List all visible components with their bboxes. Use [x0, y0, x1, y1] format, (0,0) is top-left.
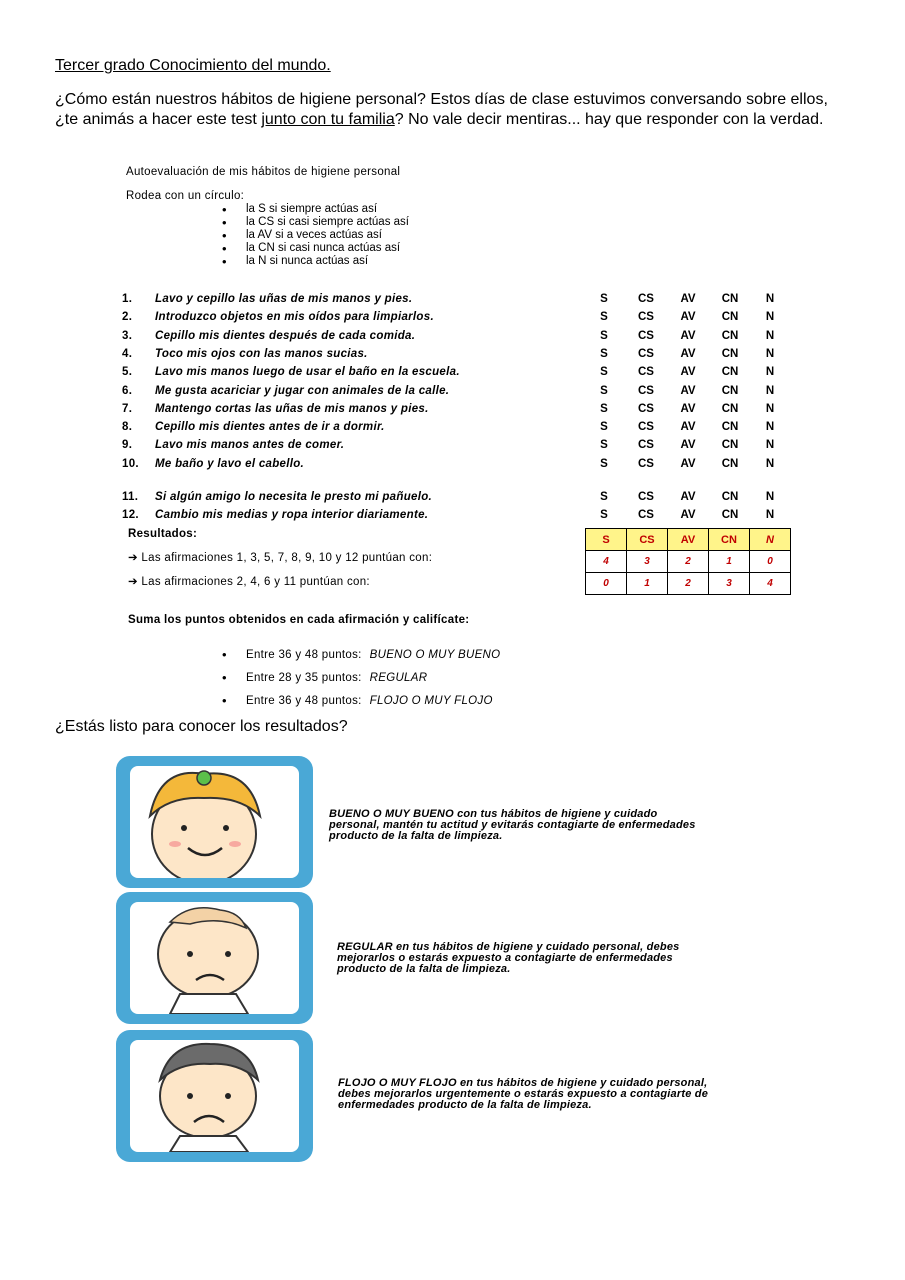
- result-regular-text: REGULAR en tus hábitos de higiene y cuidado personal, debes mejorarlos o estarás expuesto a contagiarte de enfermedades producto de la falta de limpieza.: [337, 941, 680, 975]
- answer-option[interactable]: S: [600, 329, 608, 342]
- answer-option[interactable]: S: [600, 421, 608, 434]
- item-text: Introduzco objetos en mis oídos para limpiarlos.: [155, 311, 434, 324]
- item-text: Lavo mis manos antes de comer.: [155, 439, 345, 452]
- answer-option[interactable]: CN: [721, 421, 739, 434]
- answer-option[interactable]: CN: [721, 439, 739, 452]
- answer-option[interactable]: N: [765, 402, 775, 415]
- answer-option[interactable]: AV: [680, 347, 696, 360]
- answer-option[interactable]: AV: [680, 402, 696, 415]
- range-text: Entre 28 y 35 puntos:: [246, 672, 362, 684]
- answer-option[interactable]: S: [600, 293, 608, 305]
- answer-option[interactable]: S: [600, 457, 608, 470]
- score-cell: 3: [709, 573, 750, 595]
- range-verdict: BUENO O MUY BUENO: [369, 649, 501, 661]
- item-text: Cepillo mis dientes antes de ir a dormir.: [155, 421, 385, 434]
- answer-option[interactable]: S: [600, 366, 608, 379]
- answer-option[interactable]: CN: [721, 366, 739, 379]
- happy-girl-panel: [116, 756, 313, 888]
- answer-option[interactable]: AV: [680, 421, 696, 434]
- score-ranges: [222, 647, 500, 716]
- answer-option[interactable]: CN: [721, 384, 739, 397]
- answer-option[interactable]: CS: [638, 384, 654, 397]
- legend-list: [222, 203, 409, 268]
- item-number: 9.: [122, 439, 133, 452]
- results-question: ¿Estás listo para conocer los resultados?: [55, 718, 348, 735]
- range-item: [222, 693, 500, 716]
- answer-option[interactable]: CN: [721, 509, 739, 521]
- score-cell: 4: [586, 551, 627, 573]
- range-item: [222, 670, 500, 693]
- item-row: [122, 421, 385, 439]
- answer-option[interactable]: CS: [638, 509, 654, 521]
- score-cell: 2: [668, 573, 709, 595]
- answer-option[interactable]: CS: [638, 439, 654, 452]
- answer-option[interactable]: CN: [721, 293, 739, 305]
- item-number: 12.: [122, 509, 139, 521]
- answer-option[interactable]: CS: [638, 329, 654, 342]
- item-number: 3.: [122, 329, 133, 342]
- worksheet-heading: Autoevaluación de mis hábitos de higiene personal: [126, 166, 401, 178]
- answer-option[interactable]: AV: [680, 439, 696, 452]
- item-number: 5.: [122, 366, 133, 379]
- legend-item: • la CS si casi siempre actúas así: [222, 216, 409, 229]
- answer-option[interactable]: CS: [638, 347, 654, 360]
- result-weak-text: FLOJO O MUY FLOJO en tus hábitos de higiene y cuidado personal, debes mejorarlos urgentemente o estarás expuesto a contagiarte de enfermedades producto de la falta de limpieza.: [338, 1077, 709, 1111]
- answer-option[interactable]: CN: [721, 347, 739, 360]
- answer-option[interactable]: N: [765, 509, 775, 521]
- item-row: [122, 330, 415, 348]
- score-cell: 0: [750, 551, 791, 573]
- legend-item: • la CN si casi nunca actúas así: [222, 242, 409, 255]
- legend-item: • la AV si a veces actúas así: [222, 229, 409, 242]
- results-label: Resultados:: [128, 528, 198, 540]
- item-text: Lavo y cepillo las uñas de mis manos y pies.: [155, 293, 413, 305]
- item-text: Me baño y lavo el cabello.: [155, 457, 305, 470]
- sum-instruction: Suma los puntos obtenidos en cada afirmación y califícate:: [128, 614, 470, 626]
- item-row: [122, 385, 449, 403]
- range-text: Entre 36 y 48 puntos:: [246, 649, 362, 661]
- results-header-cell: CN: [709, 529, 750, 551]
- answer-option[interactable]: CS: [638, 311, 654, 324]
- range-text: Entre 36 y 48 puntos:: [246, 695, 362, 707]
- results-header-cell: AV: [668, 529, 709, 551]
- range-verdict: FLOJO O MUY FLOJO: [369, 695, 493, 707]
- results-table: [585, 528, 791, 595]
- item-row: [122, 311, 434, 329]
- results-row-label: ➔ Las afirmaciones 1, 3, 5, 7, 8, 9, 10 y 12 puntúan con:: [128, 552, 433, 564]
- answer-option[interactable]: CS: [638, 366, 654, 379]
- result-good-text: BUENO O MUY BUENO con tus hábitos de higiene y cuidado personal, mantén tu actitud y evitarás contagiarte de enfermedades producto de la falta de limpieza.: [329, 808, 696, 842]
- answer-option[interactable]: AV: [680, 384, 696, 397]
- worksheet-instruction: Rodea con un círculo:: [126, 190, 245, 202]
- range-verdict: REGULAR: [369, 672, 428, 684]
- answer-option[interactable]: CN: [721, 329, 739, 342]
- answer-option[interactable]: AV: [680, 366, 696, 379]
- item-row: [122, 491, 432, 509]
- intro-paragraph: [55, 90, 855, 130]
- answer-option[interactable]: S: [600, 509, 608, 521]
- answer-option[interactable]: CS: [638, 457, 654, 470]
- item-row: [122, 348, 368, 366]
- answer-option[interactable]: N: [765, 366, 775, 379]
- answer-option[interactable]: N: [765, 329, 775, 342]
- item-text: Si algún amigo lo necesita le presto mi pañuelo.: [155, 491, 433, 503]
- item-number: 10.: [122, 457, 139, 470]
- item-row: [122, 458, 304, 476]
- worried-boy-panel: [116, 892, 313, 1024]
- answer-option[interactable]: N: [765, 384, 775, 397]
- score-cell: 1: [627, 573, 668, 595]
- answer-option[interactable]: N: [765, 457, 775, 470]
- item-number: 2.: [122, 311, 133, 324]
- range-item: [222, 647, 500, 670]
- results-header-cell: S: [586, 529, 627, 551]
- item-number: 1.: [122, 293, 133, 305]
- answer-option[interactable]: S: [600, 347, 608, 360]
- score-cell: 3: [627, 551, 668, 573]
- intro-underlined: junto con tu familia: [261, 111, 395, 128]
- item-row: [122, 293, 412, 311]
- answer-option[interactable]: N: [765, 439, 775, 452]
- score-cell: 4: [750, 573, 791, 595]
- answer-option[interactable]: AV: [680, 457, 696, 470]
- answer-option[interactable]: S: [600, 402, 608, 415]
- intro-text-1: ¿Cómo están nuestros hábitos de higiene personal? Estos días de clase estuvimos conversando sobre ellos, ¿te animás a hacer este test: [55, 91, 828, 128]
- answer-option[interactable]: AV: [680, 491, 696, 503]
- item-number: 6.: [122, 384, 133, 397]
- legend-item: • la S si siempre actúas así: [222, 203, 409, 216]
- legend-item: • la N si nunca actúas así: [222, 255, 409, 268]
- answer-option[interactable]: CS: [638, 491, 654, 503]
- item-text: Cambio mis medias y ropa interior diariamente.: [155, 509, 429, 521]
- answer-option[interactable]: N: [765, 421, 775, 434]
- results-header-cell: N: [750, 529, 791, 551]
- answer-option[interactable]: AV: [680, 293, 696, 305]
- results-score-row: [586, 573, 791, 595]
- item-row: [122, 509, 428, 527]
- item-text: Lavo mis manos luego de usar el baño en la escuela.: [155, 366, 460, 379]
- item-row: [122, 403, 429, 421]
- answer-option[interactable]: N: [765, 347, 775, 360]
- answer-option[interactable]: CN: [721, 402, 739, 415]
- item-text: Toco mis ojos con las manos sucias.: [155, 347, 368, 360]
- item-text: Mantengo cortas las uñas de mis manos y pies.: [155, 402, 429, 415]
- item-row: [122, 366, 460, 384]
- answer-option[interactable]: AV: [680, 329, 696, 342]
- answer-option[interactable]: CS: [638, 421, 654, 434]
- item-text: Cepillo mis dientes después de cada comida.: [155, 329, 416, 342]
- item-number: 4.: [122, 347, 133, 360]
- item-text: Me gusta acariciar y jugar con animales de la calle.: [155, 384, 450, 397]
- answer-option[interactable]: N: [765, 311, 775, 324]
- happy-girl-icon: [130, 766, 299, 878]
- answer-option[interactable]: N: [765, 293, 775, 305]
- item-number: 7.: [122, 402, 133, 415]
- results-score-row: [586, 551, 791, 573]
- item-row: [122, 439, 344, 457]
- answer-option[interactable]: AV: [680, 311, 696, 324]
- intro-text-2: ? No vale decir mentiras... hay que responder con la verdad.: [394, 111, 824, 128]
- answer-option[interactable]: S: [600, 311, 608, 324]
- worried-boy-icon: [130, 902, 299, 1014]
- sad-boy-panel: [116, 1030, 313, 1162]
- answer-option[interactable]: CN: [721, 457, 739, 470]
- results-row-label: ➔ Las afirmaciones 2, 4, 6 y 11 puntúan con:: [128, 576, 370, 588]
- answer-option[interactable]: N: [765, 491, 775, 503]
- results-header-row: [586, 529, 791, 551]
- answer-option[interactable]: AV: [680, 509, 696, 521]
- score-cell: 2: [668, 551, 709, 573]
- answer-option[interactable]: CN: [721, 311, 739, 324]
- answer-option[interactable]: CS: [638, 293, 654, 305]
- sad-boy-icon: [130, 1040, 299, 1152]
- item-number: 8.: [122, 421, 133, 434]
- answer-option[interactable]: S: [600, 384, 608, 397]
- results-header-cell: CS: [627, 529, 668, 551]
- answer-option[interactable]: CN: [721, 491, 739, 503]
- score-cell: 0: [586, 573, 627, 595]
- answer-option[interactable]: S: [600, 491, 608, 503]
- page-title: Tercer grado Conocimiento del mundo.: [55, 57, 331, 74]
- score-cell: 1: [709, 551, 750, 573]
- item-number: 11.: [122, 491, 139, 503]
- answer-option[interactable]: CS: [638, 402, 654, 415]
- answer-option[interactable]: S: [600, 439, 608, 452]
